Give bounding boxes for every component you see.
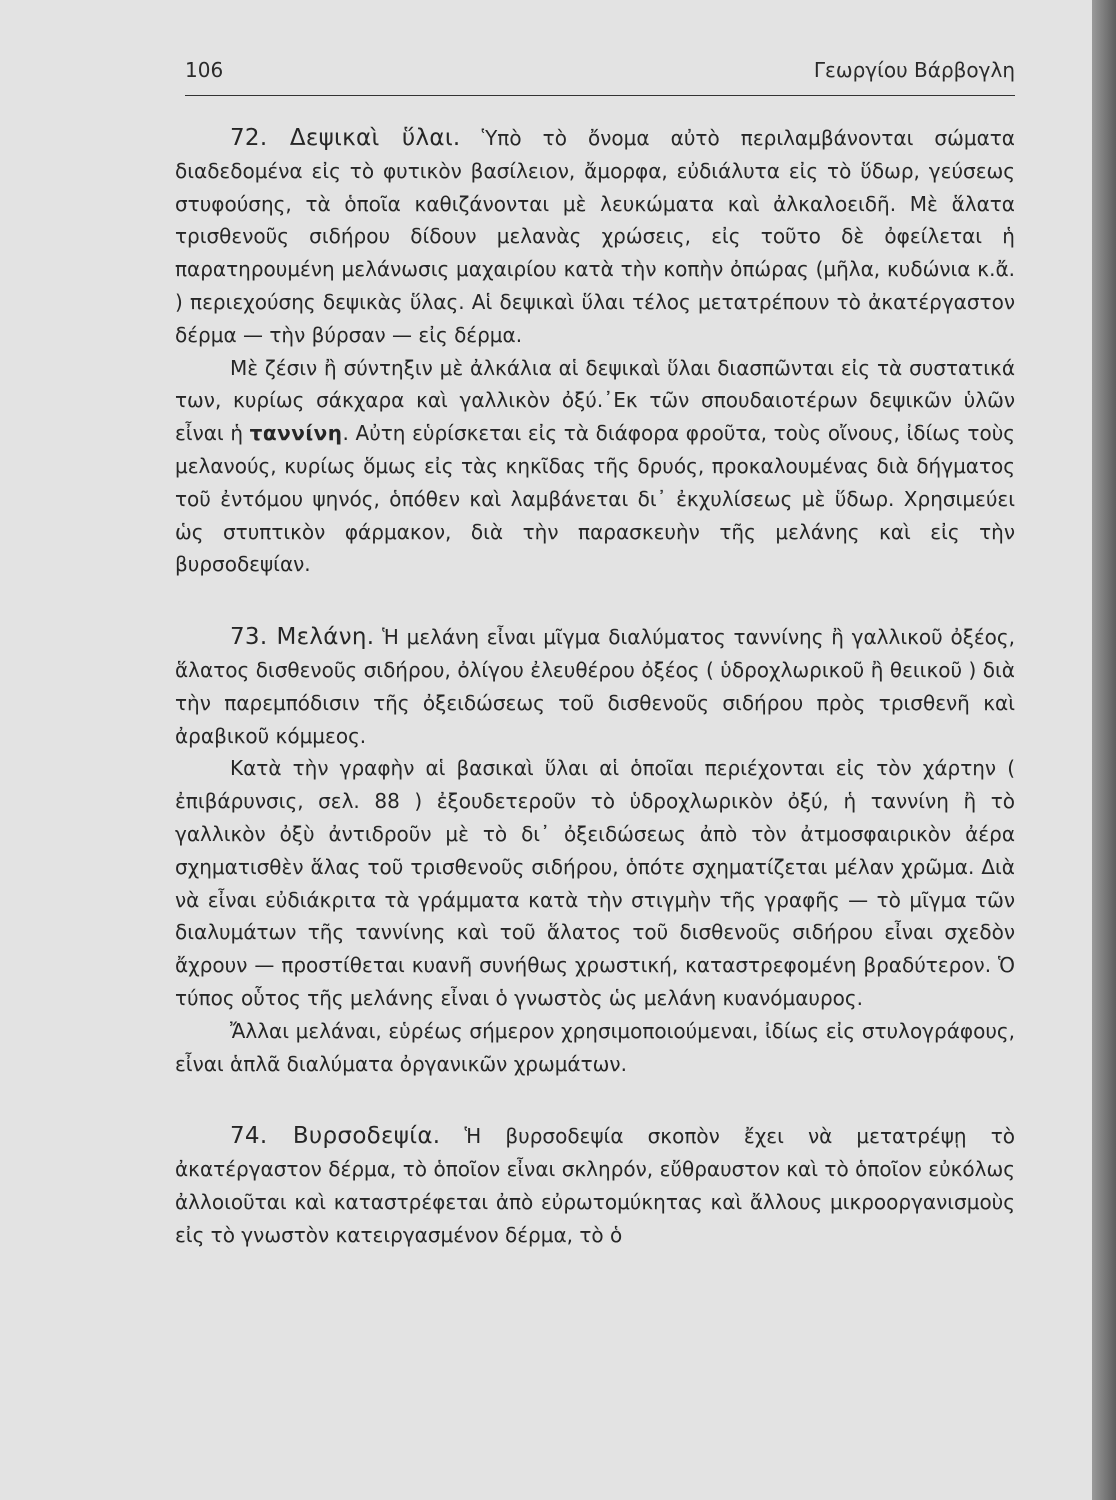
- keyword-tannin: ταννίνη: [249, 421, 343, 446]
- section-72-heading: 72. Δεψικαὶ ὕλαι.: [230, 125, 461, 151]
- paragraph-text: Ἡ μελάνη εἶναι μῖγμα διαλύματος ταννίνης ἢ γαλλικοῦ ὀξέος, ἅλατος δισθενοῦς σιδήρου, ὀλίγου ἐλευθέρου ὀξέος ( ὑδροχλωρικοῦ ἢ θειικοῦ ) διὰ τὴν παρεμπόδισιν τῆς ὀξειδώσεως τοῦ δισθενοῦς σιδήρου πρὸς τρισθενῆ καὶ ἀραβικοῦ κόμμεος.: [175, 625, 1016, 748]
- section-74-heading: 74. Βυρσοδεψία.: [230, 1123, 441, 1150]
- header-rule: [185, 95, 1015, 96]
- section-73-paragraph-1: [175, 621, 1015, 752]
- section-73-heading: 73. Μελάνη.: [230, 624, 375, 651]
- section-72-paragraph-1: [175, 122, 1015, 352]
- paragraph-text: Ἡ βυρσοδεψία σκοπὸν ἔχει νὰ μετατρέψῃ τὸ ἀκατέργαστον δέρμα, τὸ ὁποῖον εἶναι σκληρόν, εὔθραυστον καὶ τὸ ὁποῖον εὐκόλως ἀλλοιοῦται καὶ καταστρέφεται ἀπὸ εὐρωτομύκητας καὶ ἄλλους μικροοργανισμοὺς εἰς τὸ γνωστὸν κατειργασμένον δέρμα, τὸ ὁ: [175, 1124, 1015, 1247]
- paragraph-text: Ὑπὸ τὸ ὄνομα αὐτὸ περιλαμβάνονται σώματα διαδεδομένα εἰς τὸ φυτικὸν βασίλειον, ἄμορφα, εὐδιάλυτα εἰς τὸ ὕδωρ, γεύσεως στυφούσης, τὰ ὁποῖα καθιζάνονται μὲ λευκώματα καὶ ἀλκαλοειδῆ. Μὲ ἅλατα τρισθενοῦς σιδήρου δίδουν μελανὰς χρώσεις, εἰς τοῦτο δὲ ὀφείλεται ἡ παρατηρουμένη μελάνωσις μαχαιρίου κατὰ τὴν κοπὴν ὀπώρας (μῆλα, κυδώνια κ.ἄ. ) περιεχούσης δεψικὰς ὕλας. Αἱ δεψικαὶ ὕλαι τέλος μετατρέπουν τὸ ἀκατέργαστον δέρμα — τὴν βύρσαν — εἰς δέρμα.: [175, 126, 1015, 347]
- section-73-paragraph-3: [175, 1015, 1015, 1081]
- running-header: [185, 58, 1015, 92]
- section-72-paragraph-2: [175, 352, 1015, 582]
- paragraph-text: Ἄλλαι μελάναι, εὑρέως σήμερον χρησιμοποιούμεναι, ἰδίως εἰς στυλογράφους, εἶναι ἁπλᾶ διαλύματα ὀργανικῶν χρωμάτων.: [175, 1018, 1015, 1076]
- page-edge-shadow: [1092, 0, 1116, 1500]
- body-text: [175, 122, 1015, 1252]
- running-head-author: Γεωργίου Βάρβογλη: [813, 58, 1015, 82]
- paragraph-text: . Αὐτη εὑρίσκεται εἰς τὰ διάφορα φροῦτα, τοὺς οἴνους, ἰδίως τοὺς μελανούς, κυρίως ὅμως εἰς τὰς κηκῖδας τῆς δρυός, προκαλουμένας διὰ δήγματος τοῦ ἐντόμου ψηνός, ὁπόθεν καὶ λαμβάνεται δι᾿ ἐκχυλίσεως μὲ ὕδωρ. Χρησιμεύει ὡς στυπτικὸν φάρμακον, διὰ τὴν παρασκευὴν τῆς μελάνης καὶ εἰς τὴν βυρσοδεψίαν.: [175, 421, 1016, 577]
- paragraph-text: Μὲ ζέσιν ἢ σύντηξιν μὲ ἀλκάλια αἱ δεψικαὶ ὕλαι διασπῶνται εἰς τὰ συστατικά των, κυρίως σάκχαρα καὶ γαλλικὸν ὀξύ.᾿Εκ τῶν σπουδαιοτέρων δεψικῶν ὑλῶν εἶναι ἡ: [175, 355, 1015, 446]
- section-73-paragraph-2: [175, 752, 1015, 1014]
- section-74-paragraph-1: [175, 1120, 1015, 1251]
- paragraph-text: Κατὰ τὴν γραφὴν αἱ βασικαὶ ὕλαι αἱ ὁποῖαι περιέχονται εἰς τὸν χάρτην ( ἐπιβάρυνσις, σελ. 88 ) ἐξουδετεροῦν τὸ ὑδροχλωρικὸν ὀξύ, ἡ ταννίνη ἢ τὸ γαλλικὸν ὀξὺ ἀντιδροῦν μὲ τὸ δι᾿ ὀξειδώσεως ἀπὸ τὸν ἀτμοσφαιρικὸν ἀέρα σχηματισθὲν ἅλας τοῦ τρισθενοῦς σιδήρου, ὁπότε σχηματίζεται μέλαν χρῶμα. Διὰ νὰ εἶναι εὐδιάκριτα τὰ γράμματα κατὰ τὴν στιγμὴν τῆς γραφῆς — τὸ μῖγμα τῶν διαλυμάτων τῆς ταννίνης καὶ τοῦ ἅλατος τοῦ δισθενοῦς σιδήρου εἶναι σχεδὸν ἄχρουν — προστίθεται κυανῆ συνήθως χρωστική, καταστρεφομένη βραδύτερον. Ὁ τύπος οὗτος τῆς μελάνης εἶναι ὁ γνωστὸς ὡς μελάνη κυανόμαυρος.: [175, 756, 1015, 1010]
- page-number: 106: [185, 58, 224, 82]
